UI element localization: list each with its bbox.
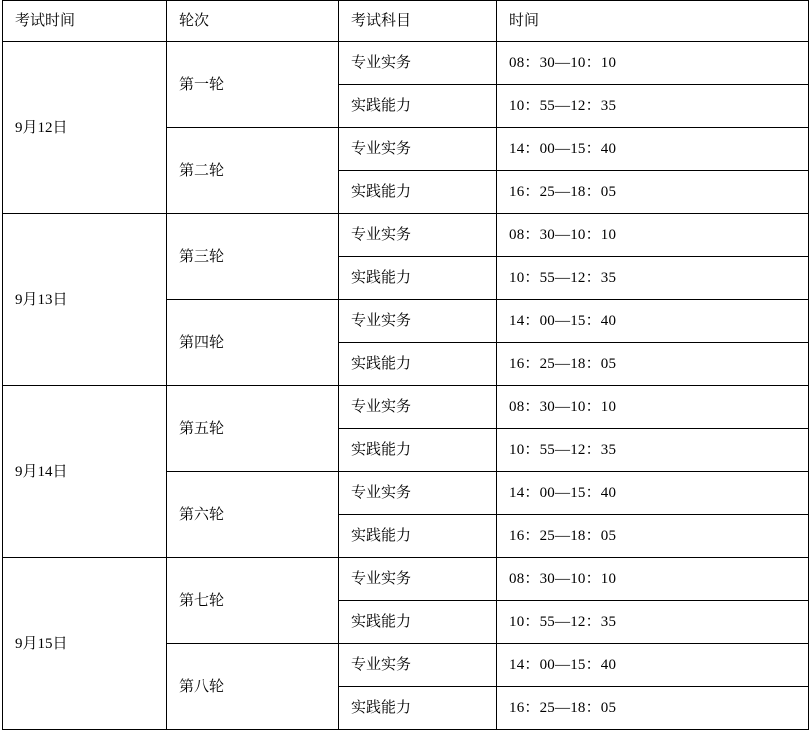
cell-subject: 实践能力 — [339, 257, 497, 300]
cell-round: 第七轮 — [167, 558, 339, 644]
cell-round: 第二轮 — [167, 128, 339, 214]
cell-round: 第六轮 — [167, 472, 339, 558]
cell-subject: 专业实务 — [339, 386, 497, 429]
cell-subject: 实践能力 — [339, 515, 497, 558]
cell-subject: 专业实务 — [339, 644, 497, 687]
cell-subject: 实践能力 — [339, 601, 497, 644]
table-row — [3, 214, 809, 257]
cell-time: 14：00—15：40 — [497, 128, 809, 171]
cell-time: 16：25—18：05 — [497, 515, 809, 558]
cell-subject: 专业实务 — [339, 128, 497, 171]
exam-schedule-table — [2, 0, 809, 730]
column-header-exam-date: 考试时间 — [3, 1, 167, 42]
cell-round: 第四轮 — [167, 300, 339, 386]
cell-time: 10：55—12：35 — [497, 85, 809, 128]
cell-time: 14：00—15：40 — [497, 644, 809, 687]
cell-exam-date: 9月14日 — [3, 386, 167, 558]
column-header-subject: 考试科目 — [339, 1, 497, 42]
cell-round: 第三轮 — [167, 214, 339, 300]
cell-subject: 实践能力 — [339, 687, 497, 730]
cell-round: 第一轮 — [167, 42, 339, 128]
cell-time: 08：30—10：10 — [497, 558, 809, 601]
cell-exam-date: 9月13日 — [3, 214, 167, 386]
cell-time: 10：55—12：35 — [497, 429, 809, 472]
cell-subject: 专业实务 — [339, 472, 497, 515]
cell-time: 16：25—18：05 — [497, 687, 809, 730]
table-body — [3, 42, 809, 730]
cell-subject: 实践能力 — [339, 343, 497, 386]
cell-time: 08：30—10：10 — [497, 42, 809, 85]
table-row — [3, 42, 809, 85]
cell-time: 16：25—18：05 — [497, 171, 809, 214]
table-row — [3, 386, 809, 429]
cell-subject: 专业实务 — [339, 42, 497, 85]
cell-time: 16：25—18：05 — [497, 343, 809, 386]
column-header-round: 轮次 — [167, 1, 339, 42]
cell-time: 10：55—12：35 — [497, 601, 809, 644]
cell-subject: 专业实务 — [339, 214, 497, 257]
table-row — [3, 558, 809, 601]
column-header-time: 时间 — [497, 1, 809, 42]
cell-subject: 实践能力 — [339, 429, 497, 472]
cell-round: 第八轮 — [167, 644, 339, 730]
cell-time: 08：30—10：10 — [497, 386, 809, 429]
cell-exam-date: 9月15日 — [3, 558, 167, 730]
table-header-row — [3, 1, 809, 42]
cell-subject: 实践能力 — [339, 171, 497, 214]
cell-time: 14：00—15：40 — [497, 300, 809, 343]
cell-time: 10：55—12：35 — [497, 257, 809, 300]
table-header — [3, 1, 809, 42]
cell-subject: 专业实务 — [339, 300, 497, 343]
cell-time: 14：00—15：40 — [497, 472, 809, 515]
cell-subject: 专业实务 — [339, 558, 497, 601]
cell-time: 08：30—10：10 — [497, 214, 809, 257]
cell-exam-date: 9月12日 — [3, 42, 167, 214]
cell-subject: 实践能力 — [339, 85, 497, 128]
cell-round: 第五轮 — [167, 386, 339, 472]
